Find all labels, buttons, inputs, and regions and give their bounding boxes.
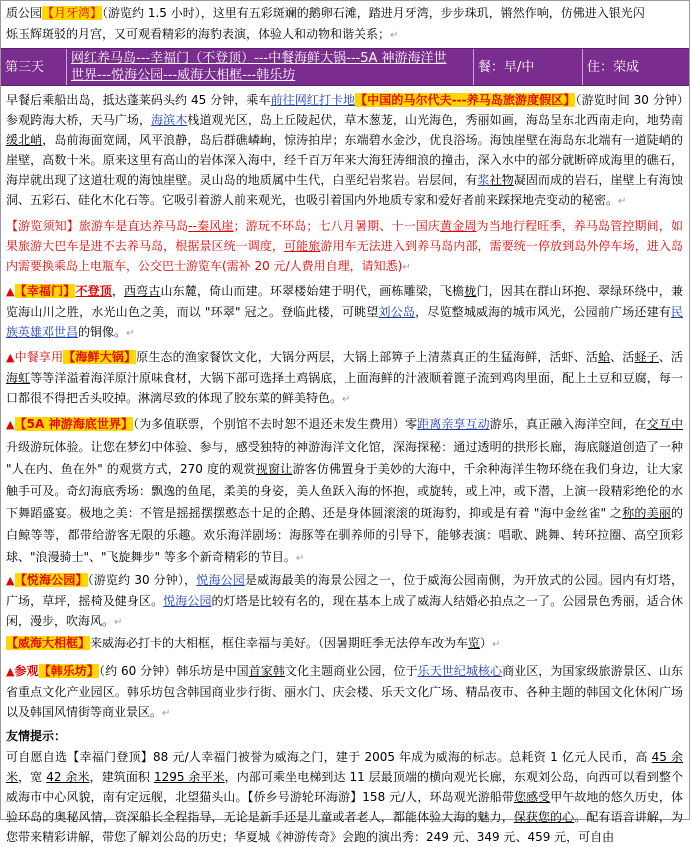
hanlefang-paragraph: ▲参观【韩乐坊】（约 60 分钟）韩乐坊是中国首家韩文化主题商业公园，位于乐天世纪城核心商业区，为国家级旅游景区、山东省重点文化产业园区。韩乐坊包含韩国商业步行街、丽水门、庆会楼、乐天文化广场、精品夜市、各种主题的韩国文化休闲广场以及韩国风情街等商业景区。↵ — [6, 664, 683, 719]
yangma-highlight: 【中国的马尔代夫---养马岛旅游度假区】 — [355, 93, 576, 107]
link-deng-shichang[interactable]: 民族英雄邓世昌 — [6, 305, 683, 339]
yuehai-title: 【悦海公园】 — [14, 573, 88, 587]
link-haibin[interactable]: 海滨木 — [151, 113, 188, 127]
return-mark-icon: ↵ — [492, 639, 501, 650]
return-mark-icon: ↵ — [402, 262, 411, 273]
day-label: 第三天 — [1, 49, 67, 85]
tips-paragraph: 可自愿自选【幸福门登顶】88 元/人幸福门被誉为威海之门，建于 2005 年成为威海的标志。总耗资 1 亿元人民币，高 45 余米，宽 42 余米，建筑面积 1295 余平米，内部可乘坐电梯到达 11 层最顶端的横向观光长廊，东观刘公岛，向西可以看到整个威海市中心风貌，南有定远舰，北望猫头山。【侨乡号游轮环海游】158 元/人，环岛观光游船带您感受甲午故地的悠久历史，体验环岛的奥秘风情，资深船长全程指导，无论是新手还是儿童或者老人，都能体验大海的魅力，保获您的心。配有语音讲解，为您带来精彩讲解，带您了解刘公岛的历史；华夏城《神游传奇》会跑的演出秀：249 元、349 元、459 元，可自由 — [6, 750, 683, 844]
triangle-bullet-icon: ▲ — [6, 665, 15, 678]
return-mark-icon: ↵ — [295, 553, 305, 564]
photo-frame-paragraph: 【威海大相框】来威海必打卡的大相框，框住幸福与美好。（因暑期旺季无法停车改为车览）↵ — [6, 636, 501, 650]
hanlefang-title: 【韩乐坊】 — [38, 664, 99, 678]
frame-title: 【威海大相框】 — [6, 636, 91, 650]
link-yuehai-1[interactable]: 悦海公园 — [196, 573, 245, 587]
link-lotte[interactable]: 乐天世纪城核心 — [417, 664, 503, 678]
tips-heading: 友情提示： — [6, 729, 67, 743]
link-yuehai-2[interactable]: 悦海公园 — [163, 594, 212, 608]
triangle-bullet-icon: ▲ — [6, 351, 15, 364]
xingfu-gate-paragraph: ▲【幸福门】不登顶，西弯古山东麓，倚山而建。环翠楼始建于明代，画栋雕梁，飞檐栊门，因其在群山环抱、翠绿环绕中，兼览海山川之胜，水光山色之美，而以 "环翠" 冠之。登临此楼，可眺望刘公岛，尽览整城威海的城市风光，公园前广场还建有民族英雄邓世昌的铜像。↵ — [6, 284, 683, 339]
yangma-island-paragraph: 早餐后乘船出岛，抵达蓬莱码头约 45 分钟，乘车前往网红打卡地【中国的马尔代夫---养马岛旅游度假区】（游览时间 30 分钟）参观跨海大桥，天马广场，海滨木栈道观光区，岛上丘陵起伏，草木葱茏，山光海色，秀丽如画，海岛呈东北西南走向，地势南缓北峭，岛前海面宽阔，风平浪静，岛后群礁嶙峋，惊涛拍岸；东端碧水金沙，优良浴场。海蚀崖壁在海岛东北端有一道陡峭的崖壁，高数十米。原来这里有高山的岩体深入海中，经千百万年来大海狂涛细浪的撞击，深入水中的部分就断碎成海里的礁石，海岸就出现了这道壮观的海蚀崖壁。灵山岛的地质属中生代，白垩纪岩浆岩。岩层间，有浆社物凝固而成的岩石，崖壁上有海蚀洞、五彩石、硅化木化石等。它吸引着游人前来观光，也吸引着国内外地质专家和爱好者前来踩探地壳变动的秘密。↵ — [6, 93, 683, 207]
triangle-bullet-icon: ▲ — [6, 418, 15, 431]
route-line-2[interactable]: 世界---悦海公园---威海大相框---韩乐坊 — [71, 68, 296, 83]
return-mark-icon: ↵ — [126, 328, 135, 339]
lunch-paragraph: ▲中餐享用【海鲜大锅】原生态的渔家餐饮文化，大锅分两层，大锅上部箅子上清蒸真正的生猛海鲜，活虾、活蛤、活蛏子、活海虹等等洋溢着海洋原汁原味食材，大锅下部可选择土鸡锅底，上面海鲜的汁液顺着篦子流到鸡肉里面，配上土豆和豆腐，每一口都很不得把舌头咬掉。淋漓尽致的体现了胶东菜的鲜美特色。↵ — [6, 350, 683, 405]
return-mark-icon: ↵ — [618, 196, 627, 207]
notice-paragraph: 【游览须知】旅游车是直达养马岛--秦风崖；游玩不环岛；七八月暑期、十一国庆黄金周为当地行程旺季，养马岛管控期间，如果旅游大巴车是进不去养马岛，根据景区统一调度，可能旅游用车无法进入到养马岛内部，需要统一停放到岛外停车场，进入岛内需要换乘岛上电瓶车，公交巴士游览车(需补 20 元/人费用自理，请知悉)↵ — [6, 219, 683, 273]
moon-bay-highlight: 【月牙湾】 — [42, 6, 103, 20]
return-mark-icon: ↵ — [162, 708, 171, 719]
link-interactive[interactable]: 距离亲享互动 — [417, 417, 490, 431]
meals-cell: 餐：早/中 — [474, 49, 583, 85]
seafood-pot-highlight: 【海鲜大锅】 — [63, 350, 137, 364]
return-mark-icon: ↵ — [114, 617, 123, 628]
return-mark-icon: ↵ — [342, 394, 351, 405]
day-three-banner — [1, 48, 689, 86]
intro-paragraph: 质公园【月牙湾】（游览约 1.5 小时），这里有五彩斑斓的鹅卵石滩，踏进月牙湾，步步珠玑，锵然作响，仿佛进入银光闪 烁玉辉斑驳的月宫，又可观看精彩的海豹表演，体验人和动物和谐关系；↵ — [6, 6, 645, 41]
return-mark-icon: ↵ — [390, 30, 399, 41]
link-jiang[interactable]: 浆 — [477, 173, 490, 187]
ocean-world-paragraph: ▲【5A 神游海底世界】（为多值联票，个别馆不去时恕不退还未发生费用）零距离亲享互动游乐，真正融入海洋空间，在交互中升级游玩体验。让您在梦幻中体验、参与，感受独特的神游海洋文化馆，深海探秘：通过透明的拱形长廊，海底隧道创造了一种 "人在内、鱼在外" 的观赏方式，270 度的观赏视窗让游客仿佛置身于美妙的大海中，千余种海洋生物环绕在我们身边，让大家触手可及。奇幻海底秀场：飘逸的鱼尾，柔美的身姿，美人鱼跃入海的怀抱，或旋转，或上冲，或下潜，上演一段精彩绝伦的水下舞蹈盛宴。极地之美：不管是摇摇摆摆憨态十足的企鹅、还是身体圆滚滚的斑海豹，抑或是有着 "海中金丝雀" 之称的美丽的白鲸等等，都带给游客无限的乐趣。欢乐海洋剧场：海豚等在驯养师的引导下，能够表演：唱歌、跳舞、转环拉圈、高空顶彩球、"浪漫骑士"、"飞旋舞步" 等多个新奇精彩的节目。↵ — [6, 417, 683, 564]
yuehai-park-paragraph: ▲【悦海公园】（游览约 30 分钟），悦海公园是威海最美的海景公园之一，位于威海公园南侧，为开放式的公园。园内有灯塔，广场，草坪，摇椅及健身区。悦海公园的灯塔是比较有名的，现在基本上成了威海人结婚必拍点之一了。公园景色秀丽，适合休闲，漫步，吹海风。↵ — [6, 573, 683, 628]
link-liugongdao[interactable]: 刘公岛 — [378, 305, 416, 319]
link-wanghong[interactable]: 前往网红打卡地 — [270, 93, 356, 107]
triangle-bullet-icon: ▲ — [6, 574, 15, 587]
ocean-world-title: 【5A 神游海底世界】 — [14, 417, 134, 431]
route-line-1[interactable]: 网红养马岛---幸福门（不登顶）---中餐海鲜大锅---5A 神游海洋世 — [71, 51, 447, 66]
notice-label: 【游览须知】 — [6, 219, 79, 233]
xingfu-title: 【幸福门】 — [14, 284, 76, 298]
route-cell — [67, 49, 474, 85]
hotel-cell: 住：荣成 — [587, 59, 640, 75]
triangle-bullet-icon: ▲ — [6, 285, 15, 298]
